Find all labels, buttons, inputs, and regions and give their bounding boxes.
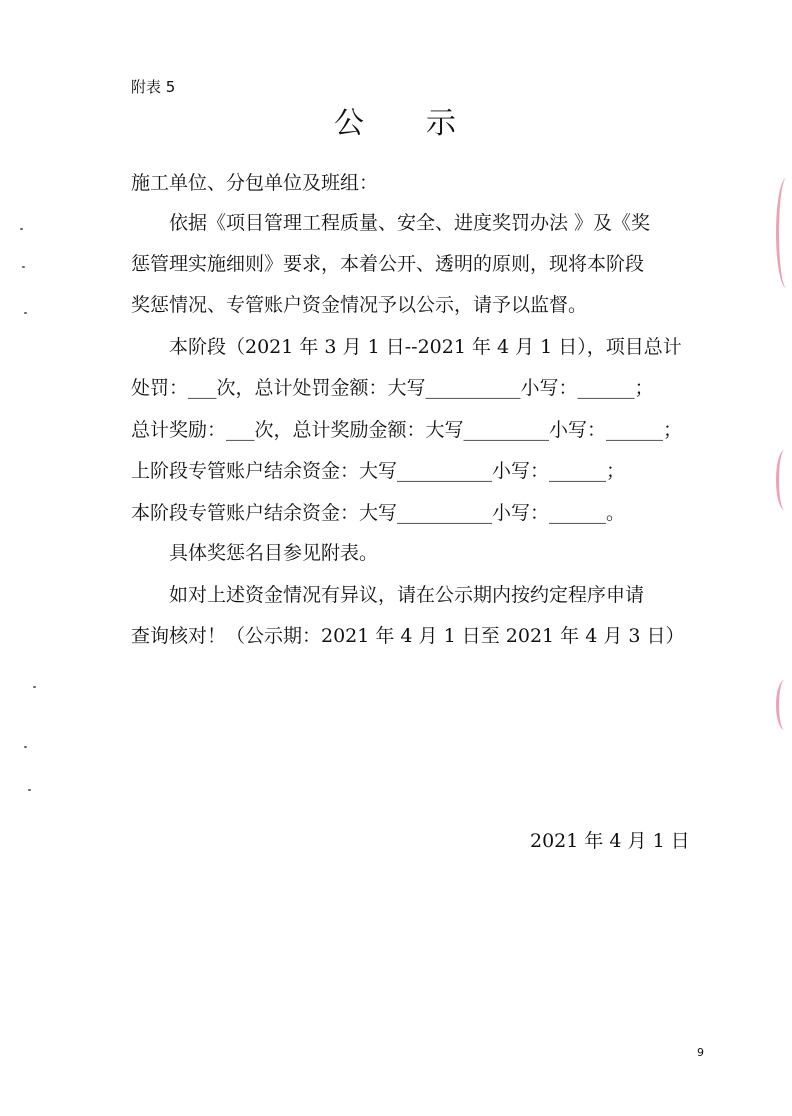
seal-fragment-middle xyxy=(776,450,792,510)
scan-dot xyxy=(28,789,31,791)
scan-dot xyxy=(22,266,25,268)
signature-date: 2021 年 4 月 1 日 xyxy=(530,830,690,852)
seal-fragment-bottom xyxy=(776,680,792,730)
body-line-3: 惩管理实施细则》要求，本着公开、透明的原则，现将本阶段 xyxy=(131,253,645,275)
scan-dot xyxy=(24,746,27,748)
scan-dot xyxy=(24,312,27,314)
body-line-9: 本阶段专管账户结余资金：大写__________小写：______。 xyxy=(131,502,626,524)
body-line-4: 奖惩情况、专管账户资金情况予以公示，请予以监督。 xyxy=(131,294,588,316)
body-line-11: 如对上述资金情况有异议，请在公示期内按约定程序申请 xyxy=(131,584,645,606)
body-line-5: 本阶段（2021 年 3 月 1 日--2021 年 4 月 1 日），项目总计 xyxy=(131,336,682,358)
scan-dot xyxy=(20,228,23,230)
scan-dot xyxy=(33,686,36,688)
body-line-10: 具体奖惩名目参见附表。 xyxy=(131,542,379,564)
body-line-6: 处罚：___次，总计处罚金额：大写__________小写：______； xyxy=(131,377,654,399)
annex-label: 附表 5 xyxy=(131,78,176,96)
body-line-8: 上阶段专管账户结余资金：大写__________小写：______； xyxy=(131,460,626,482)
seal-fragment-top xyxy=(776,178,792,288)
body-line-2: 依据《项目管理工程质量、安全、进度奖罚办法 》及《奖 xyxy=(131,212,651,234)
page-number: 9 xyxy=(697,1046,704,1059)
body-line-1: 施工单位、分包单位及班组： xyxy=(131,172,379,194)
document-title: 公示 xyxy=(334,106,518,141)
body-line-12: 查询核对！（公示期：2021 年 4 月 1 日至 2021 年 4 月 3 日） xyxy=(131,625,685,647)
body-line-7: 总计奖励：___次，总计奖励金额：大写_________小写：______； xyxy=(131,419,683,441)
